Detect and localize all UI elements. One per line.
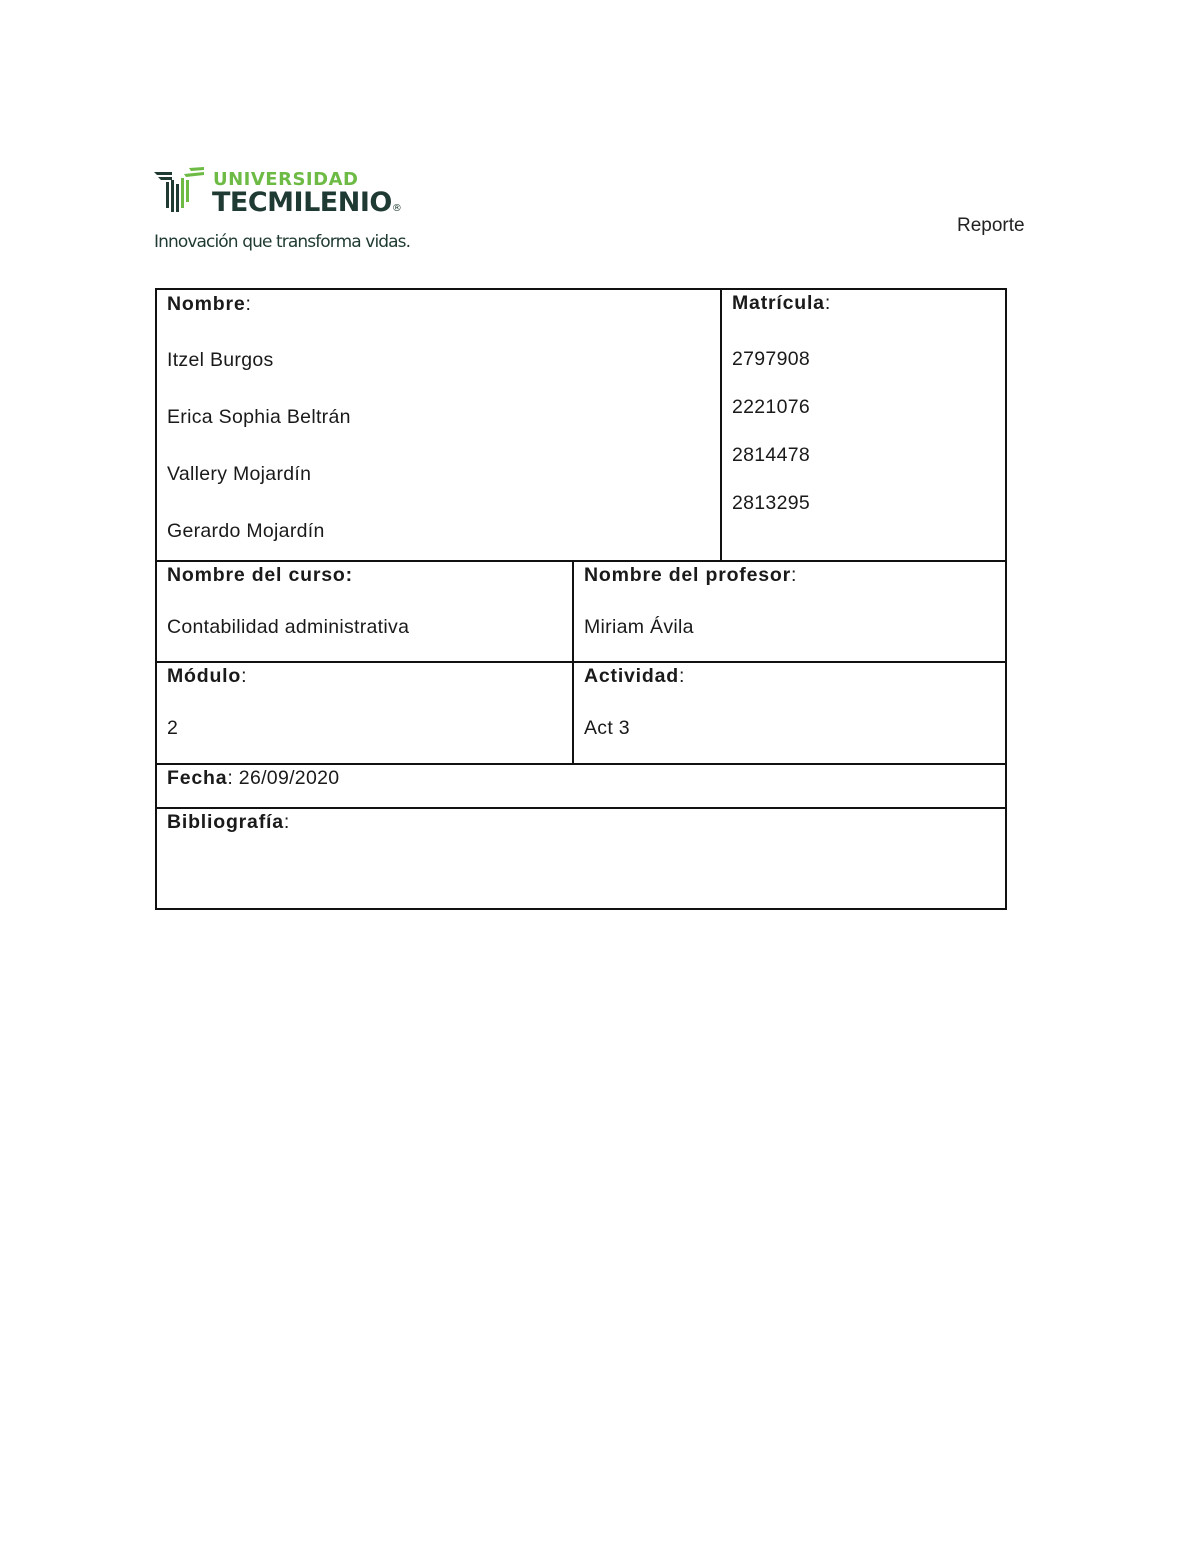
students-cell: Nombre: Itzel Burgos Erica Sophia Beltrán Vallery Mojardín Gerardo Mojardín [156,289,721,561]
module-cell: Módulo: 2 [156,662,573,764]
activity-value: Act 3 [584,717,630,739]
date-label: Fecha [167,767,228,789]
student-id: 2813295 [732,492,811,514]
date-cell: Fecha: 26/09/2020 [156,764,1006,808]
student-id: 2814478 [732,444,811,466]
matricula-label: Matrícula [732,292,825,314]
date-value: 26/09/2020 [238,767,340,789]
course-label: Nombre del curso: [167,564,353,586]
cover-info-table [155,288,1007,910]
student-name: Gerardo Mojardín [167,520,325,542]
professor-label: Nombre del profesor [584,564,791,586]
course-cell [156,561,573,662]
student-name: Erica Sophia Beltrán [167,406,351,428]
activity-label: Actividad [584,665,679,687]
university-logo [152,166,412,258]
report-label: Reporte [957,215,1025,236]
logo-universidad-text: UNIVERSIDAD [213,169,359,190]
logo-slogan: Innovación que transforma vidas. [154,232,411,252]
course-value: Contabilidad administrativa [167,616,410,638]
professor-cell: Nombre del profesor: Miriam Ávila [573,561,1006,662]
student-name: Vallery Mojardín [167,463,312,485]
student-name: Itzel Burgos [167,349,274,371]
logo-name: TECMILENIO [212,187,392,218]
student-id: 2221076 [732,396,811,418]
matricula-cell: Matrícula: 2797908 2221076 2814478 2813295 [721,289,1006,561]
tecmilenio-logo-icon [152,166,208,218]
bibliography-cell: Bibliografía: [156,808,1006,909]
module-value: 2 [167,717,179,739]
module-label: Módulo [167,665,242,687]
bibliography-label: Bibliografía [167,811,284,833]
logo-tecmilenio-text [212,187,401,218]
professor-value: Miriam Ávila [584,616,694,638]
logo-registered-mark: ® [391,203,402,214]
activity-cell: Actividad: Act 3 [573,662,1006,764]
students-label: Nombre [167,293,246,315]
student-id: 2797908 [732,348,811,370]
